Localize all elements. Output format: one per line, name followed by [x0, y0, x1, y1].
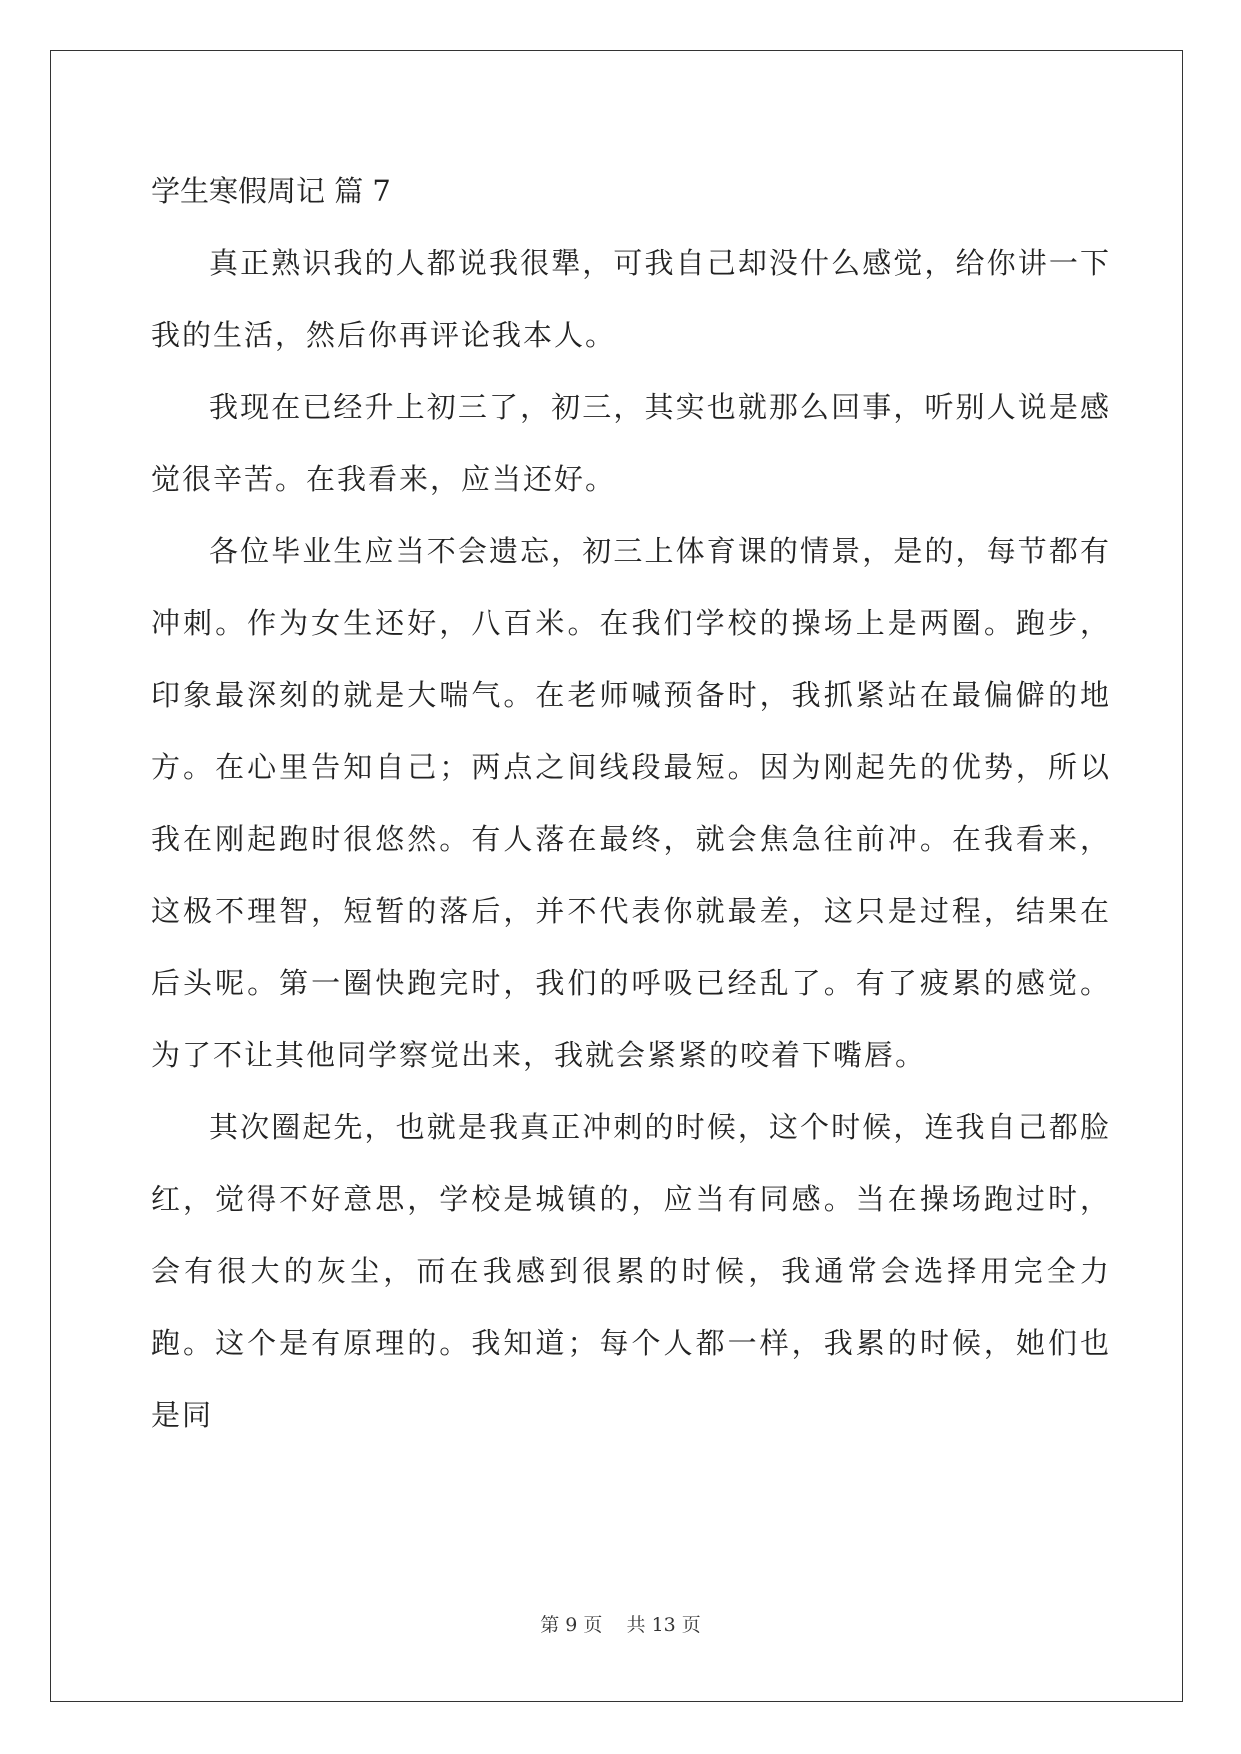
paragraph-1: 真正熟识我的人都说我很犟，可我自己却没什么感觉，给你讲一下我的生活，然后你再评论我本人。	[151, 246, 1111, 352]
paragraph-3: 各位毕业生应当不会遗忘，初三上体育课的情景，是的，每节都有冲刺。作为女生还好，八百米。在我们学校的操场上是两圈。跑步，印象最深刻的就是大喘气。在老师喊预备时，我抓紧站在最偏僻的地方。在心里告知自己；两点之间线段最短。因为刚起先的优势，所以我在刚起跑时很悠然。有人落在最终，就会焦急往前冲。在我看来，这极不理智，短暂的落后，并不代表你就最差，这只是过程，结果在后头呢。第一圈快跑完时，我们的呼吸已经乱了。有了疲累的感觉。为了不让其他同学察觉出来，我就会紧紧的咬着下嘴唇。	[151, 534, 1111, 1072]
document-body	[151, 155, 1111, 1451]
paragraph-2: 我现在已经升上初三了，初三，其实也就那么回事，听别人说是感觉很辛苦。在我看来，应当还好。	[151, 390, 1111, 496]
document-title: 学生寒假周记 篇 7	[151, 174, 391, 208]
paragraph-4: 其次圈起先，也就是我真正冲刺的时候，这个时候，连我自己都脸红，觉得不好意思，学校是城镇的，应当有同感。当在操场跑过时，会有很大的灰尘，而在我感到很累的时候，我通常会选择用完全力跑。这个是有原理的。我知道；每个人都一样，我累的时候，她们也是同	[151, 1110, 1111, 1432]
page-number-footer: 第 9 页 共 13 页	[540, 1614, 701, 1636]
